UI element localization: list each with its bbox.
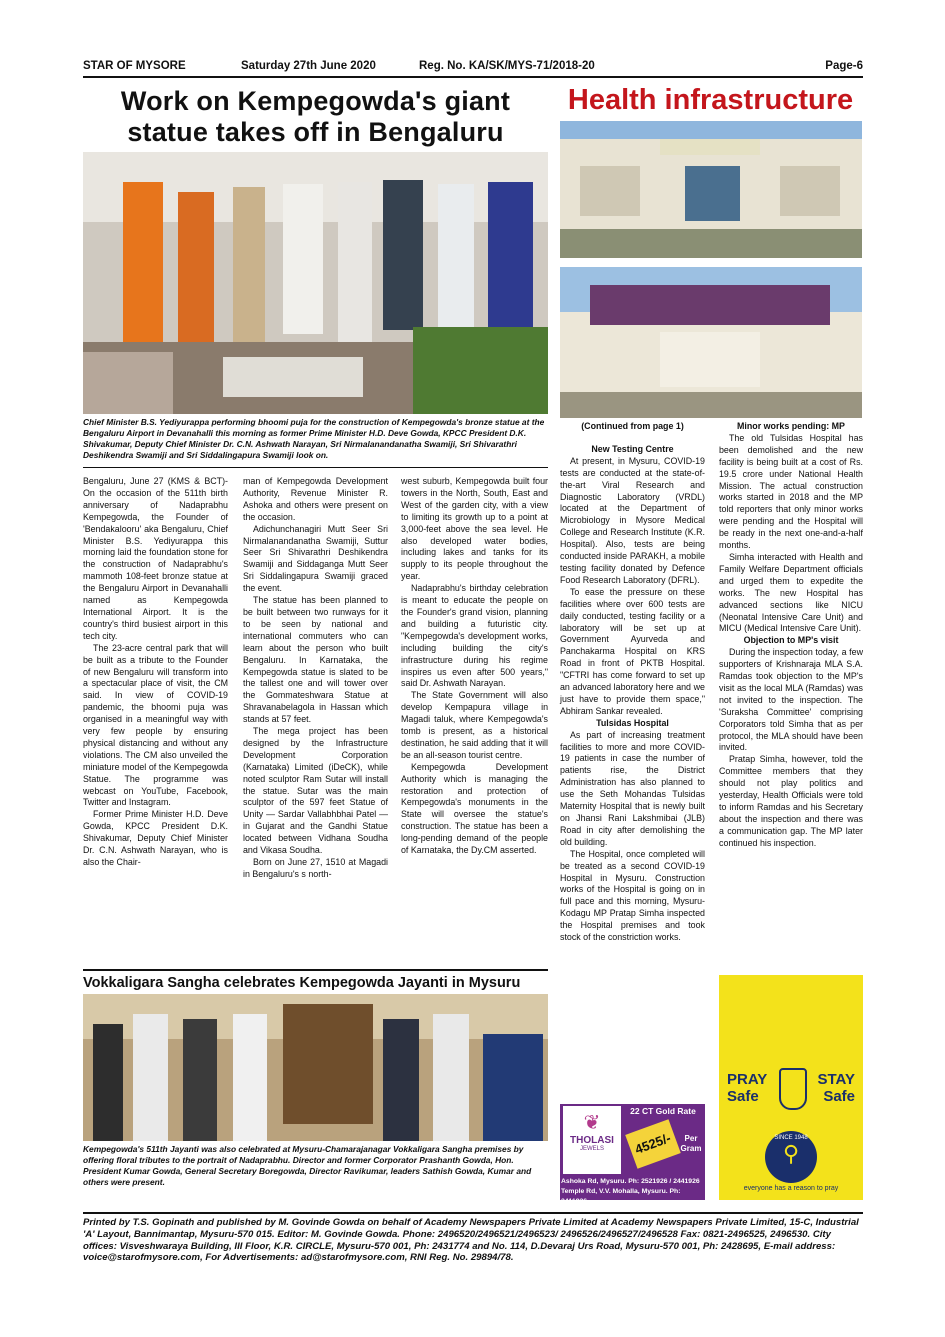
paragraph: Simha interacted with Health and Family Welfare Department officials and urged them to expedite the works. The new Hospital has advanced sections like NICU (Neonatal Intensive Care Unit) and MICU (Medical Intensive Care Unit).	[719, 551, 863, 634]
rate-label: 22 CT Gold Rate	[630, 1106, 696, 1116]
brand-name: THOLASI	[570, 1135, 614, 1146]
cycle-logo	[765, 1131, 817, 1183]
bicycle-icon: ⚲	[782, 1141, 800, 1166]
slogan-safe-1: Safe	[727, 1088, 759, 1105]
paragraph: Bengaluru, June 27 (KMS & BCT)- On the occasion of the 511th birth anniversary of Nadaprabhu Kempegowda, the Founder of 'Bendakalooru' aka Bengaluru, Chief Minister B.S. Yediyurappa this morning laid the foundation stone for the construction of Nadaprabhu's mammoth 108-feet bronze statue at the Bengaluru Airport in Devanahalli named as Kempegowda International Airport. It is the country's third busiest airport in this tech city.	[83, 476, 228, 641]
jayanti-photo	[83, 994, 548, 1141]
story-column-2	[243, 476, 388, 881]
masthead	[83, 58, 863, 78]
paragraph: The old Tulsidas Hospital has been demolished and the new facility is being built at a cost of Rs. 19.5 crore under National Health Mission. The actual construction works started in 2018 and the MP told reporters that only minor works were pending and the Hospital will be ready in the next one-and-a-half months.	[719, 432, 863, 551]
subhead: Objection to MP's visit	[743, 635, 839, 646]
subhead: Tulsidas Hospital	[596, 717, 669, 728]
hospital-photo-1	[560, 121, 862, 258]
health-headline: Health infrastructure	[567, 84, 854, 116]
address-line-2: Temple Rd, V.V. Mohalla, Mysuru. Ph: 2411926	[561, 1188, 681, 1205]
incense-stick-icon	[779, 1068, 807, 1110]
health-column-1	[560, 421, 705, 944]
slogan-pray: PRAY	[727, 1071, 768, 1088]
paragraph: During the inspection today, a few supporters of Krishnaraja MLA S.A. Ramdas took objection to the MP's visit as the local MLA (Ramdas) was not invited to the inspection. The 'Suraksha Committee' comprising Corporators told Simha that as per protocol, the MLA should have been invited.	[719, 647, 863, 753]
paragraph: Nadaprabhu's birthday celebration is meant to educate the people on the Founder's grand vision, planning and building a futuristic city. "Kempegowda's development works, including building the city's infrastructure during his regime inspires us even after 500 years," said Dr. Ashwath Narayan.	[401, 583, 548, 689]
reg-number: Reg. No. KA/SK/MYS-71/2018-20	[419, 60, 595, 72]
page-number: Page-6	[825, 60, 863, 72]
tholasi-jewels-ad[interactable]	[560, 1104, 705, 1205]
since-text: SINCE 1948	[774, 1135, 808, 1141]
divider	[83, 467, 548, 468]
story-column-3	[401, 476, 548, 857]
story-column-1	[83, 476, 228, 869]
issue-date: Saturday 27th June 2020	[241, 60, 376, 72]
paragraph: man of Kempegowda Development Authority, Revenue Minister R. Ashoka and others were present on the occasion.	[243, 476, 388, 522]
paragraph: The mega project has been designed by the Infrastructure Development Corporation (Karnataka) Limited (iDeCK), while noted sculptor Ram Sutar will install the statue. Sutar was the main sculptor of the 597 feet Statue of Unity — Sardar Vallabhbhai Patel — in Gujarat and the Gandhi Statue located between Vidhana Soudha and Vikasa Soudha.	[243, 726, 388, 856]
paragraph: The 23-acre central park that will be built as a tribute to the Founder of new Bengaluru will transform into a spectacular place of visit, the CM said. In view of COVID-19 pandemic, the bhoomi puja was organised in a meaningful way with very few people by ensuring physical distancing and without any violations. The CM also unveiled the miniature model of the Kempegowda Statue. The programme was webcast on YouTube, Facebook, Twitter and Instagram.	[83, 642, 228, 808]
paragraph: At present, in Mysuru, COVID-19 tests are conducted at the state-of-the-art Viral Research and Diagnostic Laboratory (VRDL) located at the Department of Microbiology in Mysore Medical College and Research Institute (K.R. Hospital). Also, tests are being conducted inside PARAKH, a mobile testing facility donated by Defence Food Research Laboratory (DFRL).	[560, 455, 705, 585]
imprint-footer: Printed by T.S. Gopinath and published by M. Govinde Gowda on behalf of Academy Newspapers Private Limited at Academy Newspapers Private Limited, 15-C, Industrial 'A' Layout, Bannimantap, Mysuru-570 015. Editor: M. Govinde Gowda. Phone: 2496520/2496521/2496523/ 2496526/2496527/2496528 Fax: 0821-2496525, 2496530. City offices: Visveshwaraya Building, III Floor, K.R. CIRCLE, Mysuru-570 001, Ph: 2431774 and No. 114, D.Devaraj Urs Road, Mysuru-570 001, Ph: 2428695, E-mail address: voice@starofmysore.com, For Advertisements: ad@starofmysore.com, RNI Reg. No. 29894/78.	[83, 1212, 863, 1264]
gold-rate-tag: 4525/-	[625, 1119, 681, 1169]
brand-tagline: JEWELS	[579, 1146, 604, 1152]
main-headline: Work on Kempegowda's giant statue takes off in Bengaluru	[120, 86, 511, 147]
pray-stay-safe-ad[interactable]	[719, 975, 863, 1200]
paragraph: west suburb, Kempegowda built four towers in the North, South, East and West of the garden city, with a view to limiting its growth up to a point at 3,000-feet above the sea level. He also developed water bodies, including lakes and tanks for its supply to its people throughout the year.	[401, 476, 548, 582]
vokkaligara-headline: Vokkaligara Sangha celebrates Kempegowda Jayanti in Mysuru	[83, 969, 548, 992]
per-gram: Per Gram	[680, 1134, 702, 1153]
paragraph: To ease the pressure on these facilities where over 600 tests are daily conducted, testing facility or a laboratory will be set up at Government Ayurveda and Panchakarma Hospital on KRS Road in front of PKTB Hospital. "CFTRI has come forward to set up an advanced laboratory here and we just have to provide them space," Abhiram Sankar revealed.	[560, 586, 705, 716]
subhead: Minor works pending: MP	[737, 421, 845, 431]
slogan-stay: STAY	[817, 1071, 855, 1088]
paragraph: Kempegowda Development Authority which is managing the restoration and protection of Kempegowda's monuments in the State will oversee the statue's construction. The statue has been a long-pending demand of the people of Karnataka, the Dy.CM asserted.	[401, 761, 548, 856]
paragraph: Born on June 27, 1510 at Magadi in Bengaluru's s north-	[243, 857, 388, 879]
paragraph: The statue has been planned to be built between two runways for it to be seen by national and international commuters who can learn about the person who built Bengaluru. In Karnataka, the Kempegowda statue is slated to be the tallest one and will tower over the Gommateshwara Statue at Shravanabelagola in Hassan which stands at 57 feet.	[243, 595, 388, 725]
ad-tagline: everyone has a reason to pray	[743, 1185, 839, 1192]
paper-name: STAR OF MYSORE	[83, 60, 186, 72]
paragraph: Pratap Simha, however, told the Committee members that they should not play politics and yesterday, Health Officials were told to inform Ramdas and his Secretary about the inspection and there was a communication gap. The MP later continued his inspection.	[719, 754, 863, 848]
jayanti-caption: Kempegowda's 511th Jayanti was also celebrated at Mysuru-Chamarajanagar Vokkaligara Sangha premises by offering floral tributes to the portrait of Nadaprabhu. Director and former Corporator Prashanth Gowda, Hon. President Kumar Gowda, General Secretary Boregowda, Director Ravikumar, leaders Sathish Gowda, Kumar and others were present.	[83, 1144, 532, 1187]
address-line-1: Ashoka Rd, Mysuru. Ph: 2521926 / 2441926	[561, 1178, 700, 1185]
paragraph: Former Prime Minister H.D. Deve Gowda, KPCC President D.K. Shivakumar, Deputy Chief Minister Dr. C.N. Ashwath Narayan, who is also the Chair-	[83, 809, 228, 867]
slogan-safe-2: Safe	[823, 1088, 855, 1105]
shop-address	[561, 1177, 704, 1207]
peacock-icon: ❦	[583, 1112, 601, 1134]
paragraph: Adichunchanagiri Mutt Seer Sri Nirmalanandanatha Swamiji, Suttur Seer Sri Shivarathri Deshikendra Swamiji and Siddaganga Mutt Seer Sri Siddalingapura Swamiji graced the event.	[243, 523, 388, 594]
paragraph: As part of increasing treatment facilities to more and more COVID-19 patients in case the number of patients rise, the District Administration has also planned to use the Seth Mohandas Tulsidas Maternity Hospital that is newly built on Jhansi Rani Lakshmibai (JLB) Road in city after demolishing the old building.	[560, 729, 705, 847]
subhead: New Testing Centre	[591, 443, 674, 454]
hospital-photo-2	[560, 267, 862, 418]
paragraph: The Hospital, once completed will be treated as a second COVID-19 Hospital in Mysuru. Construction works of the Hospital is going on in full pace and this morning, Mysuru-Kodagu MP Pratap Simha inspected the Hospital premises and took stock of the constriction works.	[560, 848, 705, 943]
tholasi-logo	[563, 1106, 621, 1174]
bhoomi-puja-photo	[83, 152, 548, 414]
continued-note: (Continued from page 1)	[581, 421, 684, 431]
health-column-2	[719, 421, 863, 850]
main-photo-caption: Chief Minister B.S. Yediyurappa performing bhoomi puja for the construction of Kempegowda's bronze statue at the Bengaluru Airport in Devanahalli this morning as former Prime Minister H.D. Deve Gowda, KPCC President D.K. Shivakumar, Deputy Chief Minister Dr. C.N. Ashwath Narayan, Sri Nirmalanandanatha Swamiji, Sri Shivarathri Deshikendra Swamiji and Sri Siddalingapura Swamiji look on.	[83, 417, 545, 460]
paragraph: The State Government will also develop Kempapura village in Magadi taluk, where Kempegowda's tomb is present, as a historical destination, he said adding that it will be an all-season tourist centre.	[401, 690, 548, 760]
